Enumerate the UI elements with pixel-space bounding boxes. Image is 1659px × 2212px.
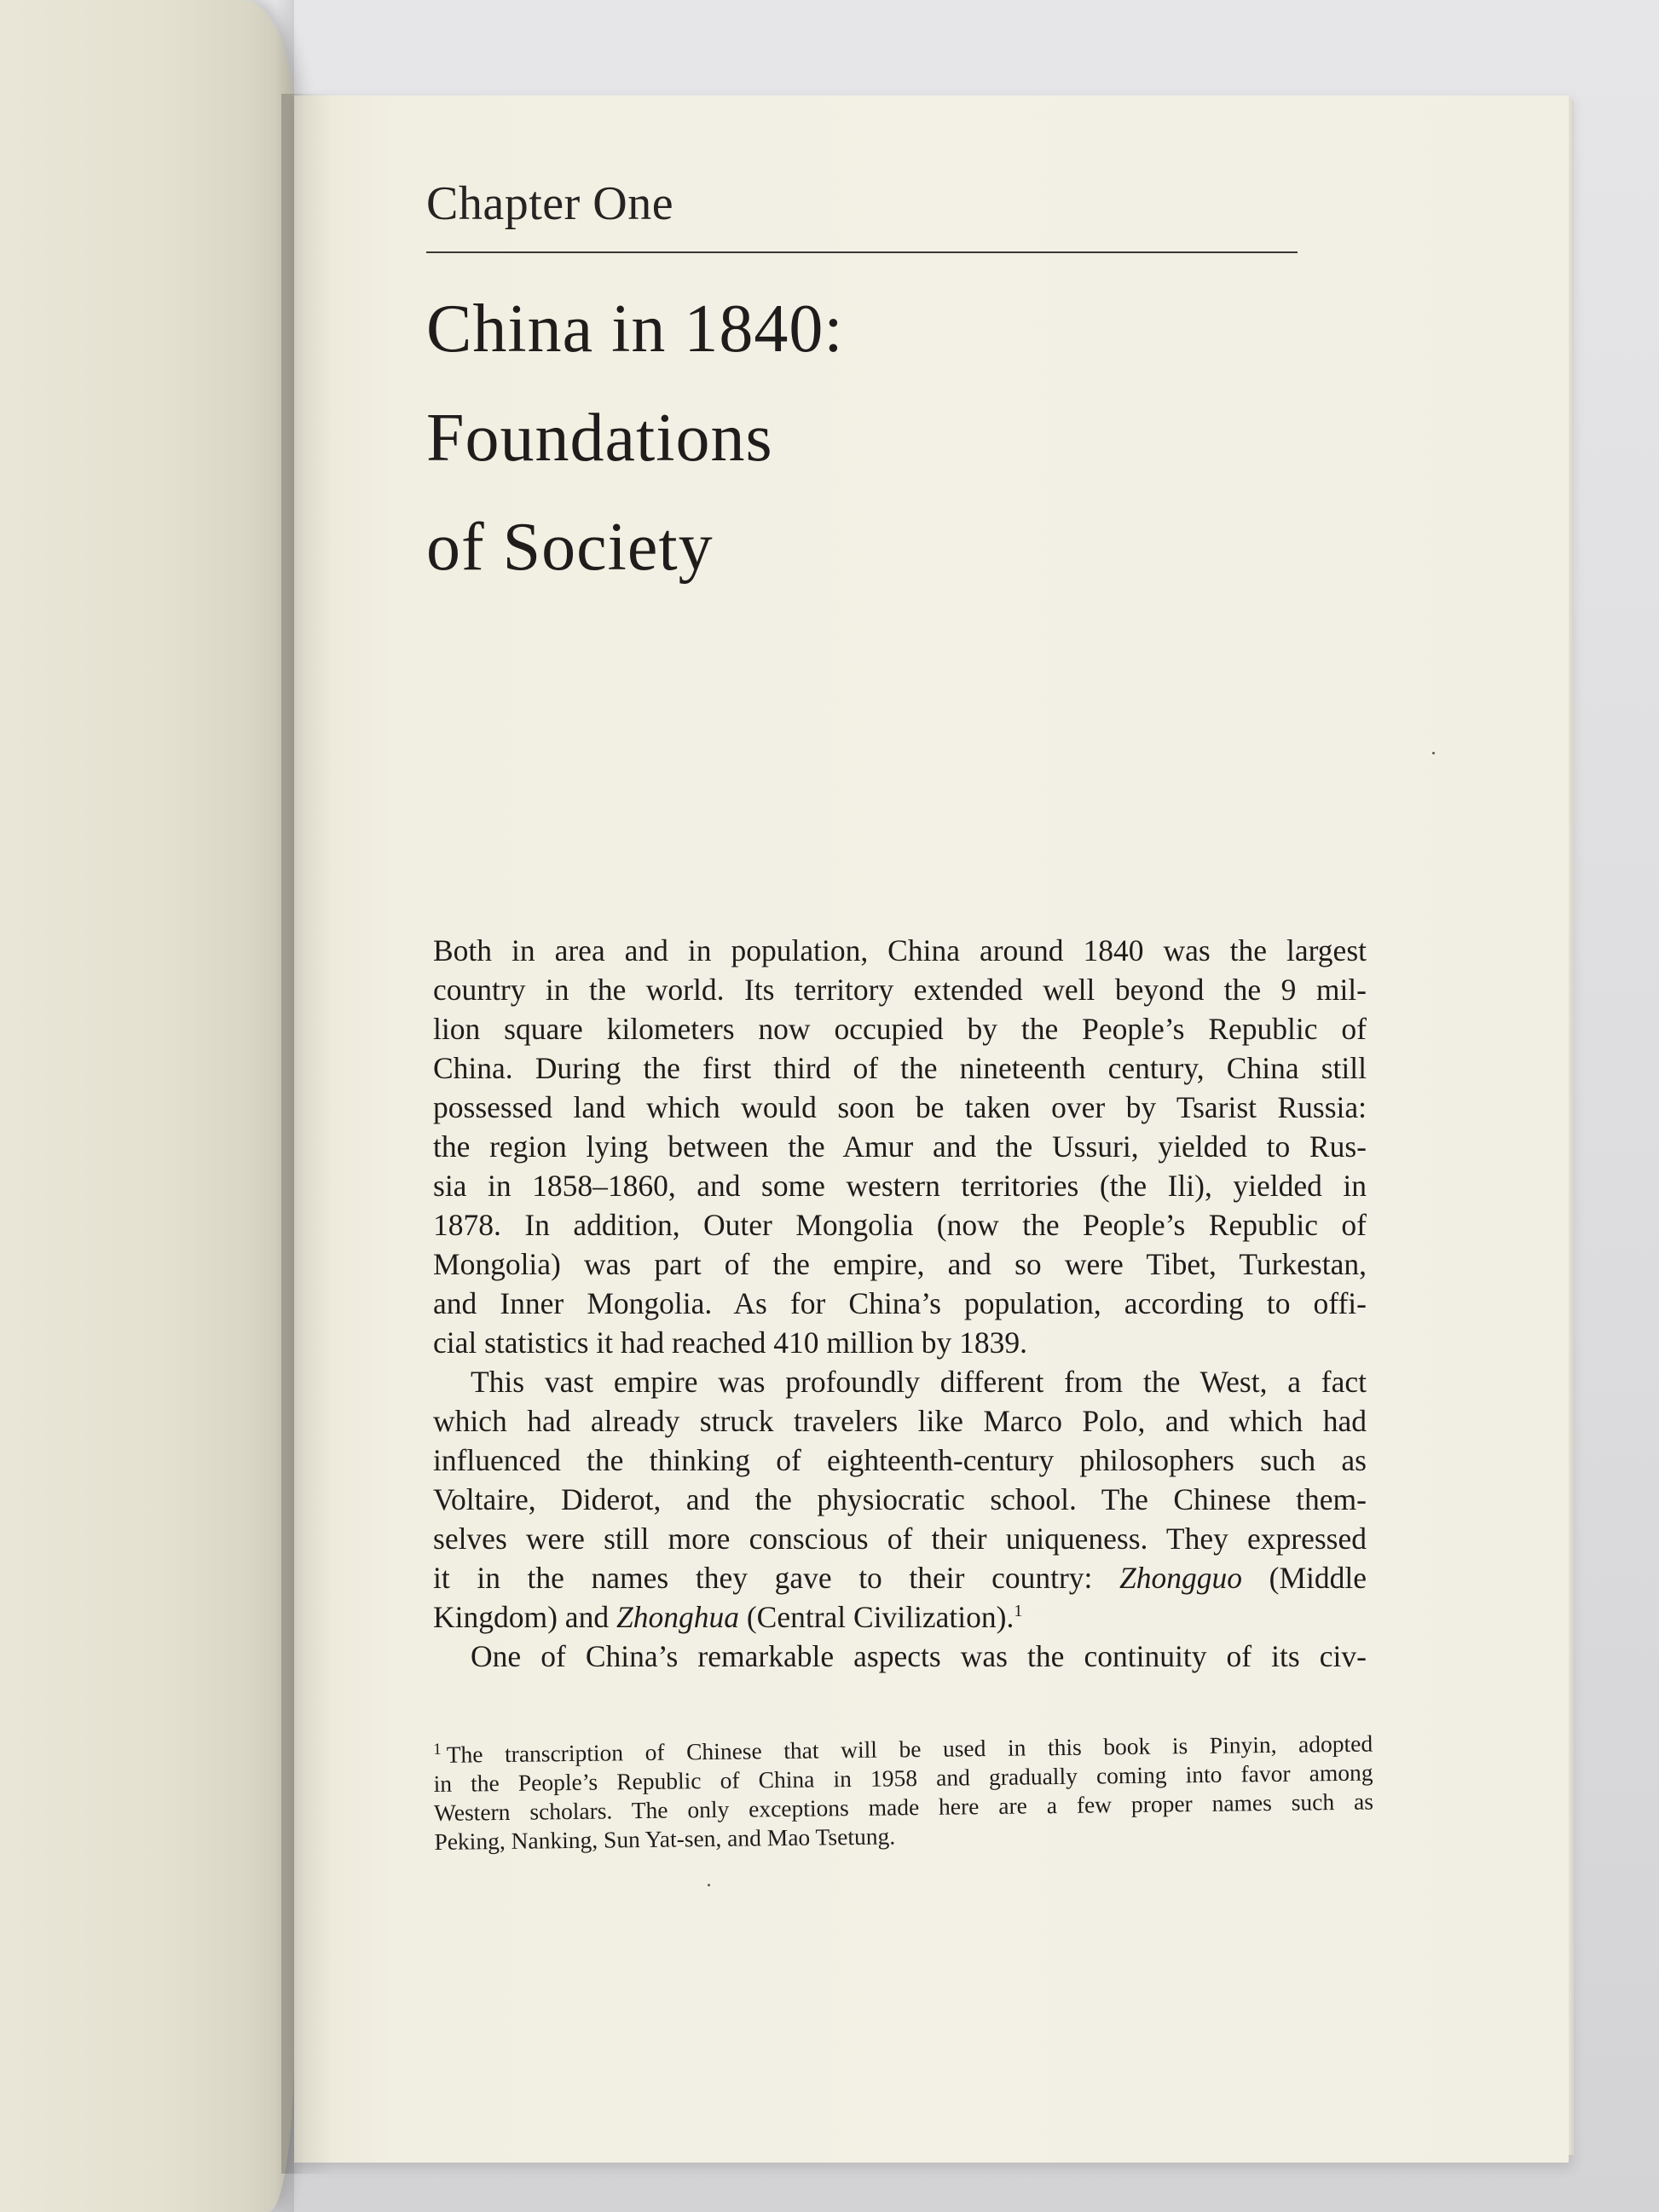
body-line-text: (Central Civilization). — [746, 1600, 1014, 1634]
body-line: influenced the thinking of eighteenth-century philosophers such as — [433, 1443, 1367, 1477]
italic-term: Zhonghua — [616, 1600, 739, 1634]
body-line: possessed land which would soon be taken over by Tsarist Russia: — [433, 1090, 1367, 1124]
body-line: One of China’s remarkable aspects was the continuity of its civ- — [471, 1639, 1367, 1673]
footnote-number: 1 — [432, 1740, 442, 1759]
right-page-edge — [1569, 101, 1574, 2155]
body-line — [433, 1597, 1367, 1637]
chapter-rule — [426, 251, 1298, 253]
body-line: Voltaire, Diderot, and the physiocratic school. The Chinese them- — [433, 1482, 1367, 1516]
footnote-text: The transcription of Chinese that will be used in this book is Pinyin, adopted — [446, 1730, 1373, 1768]
body-line: This vast empire was profoundly different from the West, a fact — [471, 1365, 1367, 1399]
chapter-label: Chapter One — [426, 177, 674, 230]
body-line: sia in 1858–1860, and some western territories (the Ili), yielded in — [433, 1169, 1367, 1203]
chapter-title — [426, 274, 844, 602]
body-line-text: (Middle — [1269, 1561, 1367, 1595]
left-page — [0, 0, 294, 2212]
body-line: the region lying between the Amur and the Ussuri, yielded to Rus- — [433, 1129, 1367, 1164]
body-line: lion square kilometers now occupied by the People’s Republic of — [433, 1012, 1367, 1046]
body-line: which had already struck travelers like Marco Polo, and which had — [433, 1404, 1367, 1438]
chapter-title-line: China in 1840: — [426, 292, 844, 367]
body-line: selves were still more conscious of their uniqueness. They expressed — [433, 1522, 1367, 1556]
chapter-title-line: Foundations — [426, 401, 773, 476]
paper-speck — [708, 1884, 710, 1886]
body-line: cial statistics it had reached 410 million by 1839. — [433, 1325, 1028, 1360]
italic-term: Zhongguo — [1119, 1561, 1243, 1595]
footnote-line: in the People’s Republic of China in 1958 and gradually coming into favor among — [433, 1759, 1373, 1797]
chapter-title-line: of Society — [426, 510, 714, 585]
footnote-line: Peking, Nanking, Sun Yat-sen, and Mao Tsetung. — [434, 1822, 896, 1855]
body-line: country in the world. Its territory extended well beyond the 9 mil- — [433, 973, 1367, 1007]
body-line: Both in area and in population, China around 1840 was the largest — [433, 933, 1367, 967]
right-page — [294, 95, 1569, 2163]
body-line — [433, 1558, 1367, 1597]
body-line-text: it in the names they gave to their country: — [433, 1561, 1093, 1595]
footnote — [433, 1730, 1374, 1857]
paper-speck — [1432, 752, 1435, 754]
body-line: 1878. In addition, Outer Mongolia (now the People’s Republic of — [433, 1208, 1367, 1242]
footnote-line: Western scholars. The only exceptions made here are a few proper names such as — [433, 1788, 1374, 1826]
footnote-reference[interactable]: 1 — [1014, 1602, 1023, 1621]
body-line: China. During the first third of the nineteenth century, China still — [433, 1051, 1367, 1085]
body-text — [433, 931, 1367, 1676]
body-line: Mongolia) was part of the empire, and so were Tibet, Turkestan, — [433, 1247, 1367, 1281]
body-line-text: Kingdom) and — [433, 1600, 610, 1634]
gutter-shadow — [281, 94, 332, 2174]
body-line: and Inner Mongolia. As for China’s population, according to offi- — [433, 1286, 1367, 1320]
